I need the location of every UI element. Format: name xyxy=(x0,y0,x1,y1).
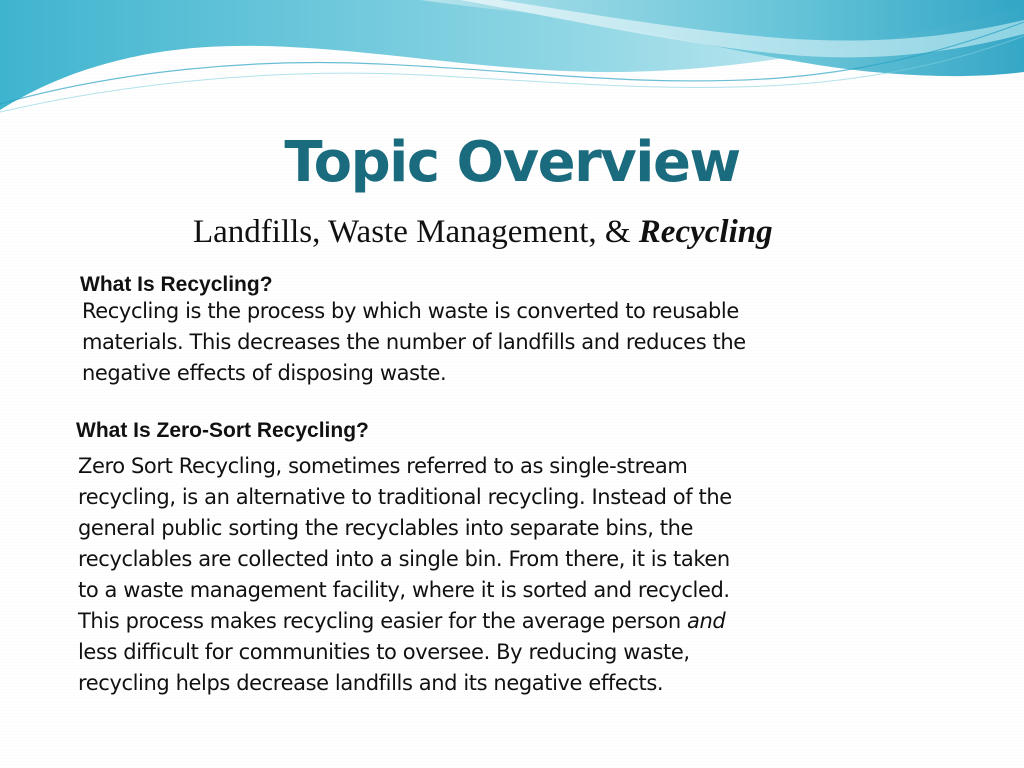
body-line: materials. This decreases the number of landfills and reduces the xyxy=(82,330,746,354)
wave-banner xyxy=(0,0,1024,120)
subtitle-text: Landfills, Waste Management, & xyxy=(193,214,639,250)
body-line: negative effects of disposing waste. xyxy=(82,361,447,385)
body-line: recycling helps decrease landfills and its negative effects. xyxy=(78,671,664,695)
body-line-text: This process makes recycling easier for the average person xyxy=(78,609,688,633)
body-line: Recycling is the process by which waste is converted to reusable xyxy=(82,299,739,323)
slide-subtitle xyxy=(193,212,913,252)
body-line-with-emphasis xyxy=(78,606,732,637)
body-line: less difficult for communities to oversee. By reducing waste, xyxy=(78,640,690,664)
body-line: recyclables are collected into a single bin. From there, it is taken xyxy=(78,547,730,571)
section-body-zero-sort xyxy=(78,451,732,699)
body-emphasis: and xyxy=(687,609,726,633)
section-heading-recycling: What Is Recycling? xyxy=(80,273,273,296)
body-line: to a waste management facility, where it is sorted and recycled. xyxy=(78,578,730,602)
section-body-recycling xyxy=(82,296,746,389)
slide-title: Topic Overview xyxy=(284,130,740,195)
subtitle-emphasis: Recycling xyxy=(638,214,773,250)
body-line: recycling, is an alternative to traditional recycling. Instead of the xyxy=(78,485,732,509)
section-heading-zero-sort: What Is Zero-Sort Recycling? xyxy=(76,419,369,442)
body-line: Zero Sort Recycling, sometimes referred to as single-stream xyxy=(78,454,688,478)
body-line: general public sorting the recyclables into separate bins, the xyxy=(78,516,694,540)
